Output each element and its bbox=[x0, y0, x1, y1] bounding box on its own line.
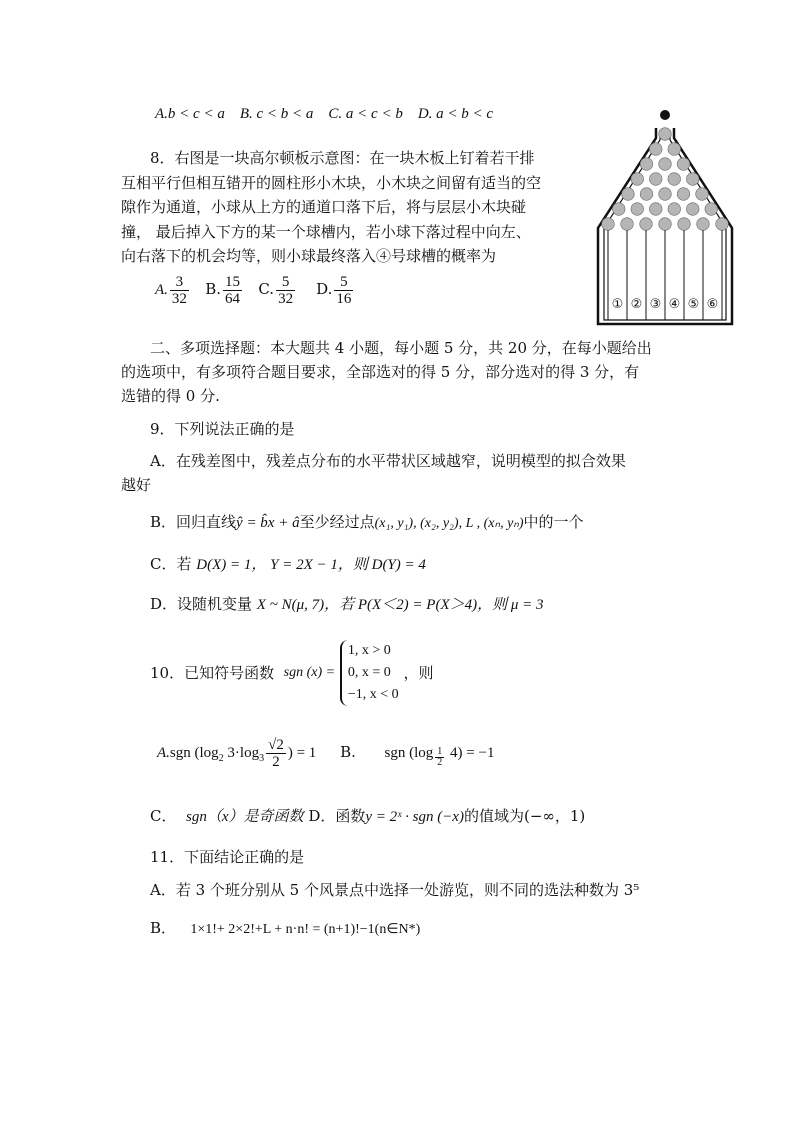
q9-option-b: B．回归直线ŷ = b̂x + â至少经过点(x₁, y₁), (x₂, y₂), L , (xₙ, yₙ)中的一个 bbox=[150, 513, 584, 531]
peg bbox=[649, 173, 662, 186]
data-points: (x₁, y₁), (x₂, y₂), L , (xₙ, yₙ) bbox=[374, 516, 524, 531]
slot-label: ④ bbox=[668, 297, 681, 312]
peg bbox=[696, 188, 709, 201]
q11-stem: 11．下面结论正确的是 bbox=[150, 848, 305, 866]
peg bbox=[659, 158, 672, 171]
case-positive: 1, x > 0 bbox=[347, 643, 391, 658]
q8-line-5: 向右落下的机会均等，则小球最终落入④号球槽的概率为 bbox=[121, 247, 497, 265]
peg bbox=[668, 173, 681, 186]
peg bbox=[631, 203, 644, 216]
q8-option-d-fraction: $\frac{5}{16}$ bbox=[336, 273, 352, 307]
q10-option-c-text: sgn（x）是奇函数 bbox=[186, 809, 304, 825]
q8-option-a-label: A. bbox=[155, 282, 168, 298]
peg bbox=[686, 203, 699, 216]
peg bbox=[621, 218, 634, 231]
q11-option-b: B． 1×1!+ 2×2!+L + n·n! = (n+1)!−1(n∈N*) bbox=[150, 919, 421, 937]
peg bbox=[622, 188, 635, 201]
q7-option-c: C. a < c < b bbox=[328, 106, 403, 122]
q7-options bbox=[155, 104, 493, 124]
section2-line-2: 的选项中，有多项符合题目要求，全部选对的得 5 分，部分选对的得 3 分，有 bbox=[121, 363, 640, 381]
q10-options-cd: C． sgn（x）是奇函数 D．函数y = 2ˣ · sgn (−x)的值域为(−∞，1) bbox=[150, 807, 586, 825]
slot-dividers bbox=[608, 230, 722, 320]
peg bbox=[640, 158, 653, 171]
q8-line-1: 8．右图是一块高尔顿板示意图：在一块木板上钉着若干排 bbox=[150, 149, 535, 167]
peg bbox=[649, 203, 662, 216]
peg bbox=[602, 218, 615, 231]
q8-options bbox=[155, 272, 355, 307]
regression-equation: ŷ = b̂x + â bbox=[236, 515, 300, 531]
q9-option-a-line-1: A．在残差图中，残差点分布的水平带状区域越窄，说明模型的拟合效果 bbox=[150, 452, 626, 470]
q7-option-b: B. c < b < a bbox=[239, 106, 314, 122]
section2-line-1: 二、多项选择题：本大题共 4 小题，每小题 5 分，共 20 分，在每小题给出 bbox=[150, 339, 652, 357]
q8-option-d-label: D. bbox=[316, 280, 333, 298]
q10-option-d-expr: y = 2ˣ · sgn (−x) bbox=[365, 809, 464, 825]
q8-line-3: 隙作为通道，小球从上方的通道口落下后，将与层层小木块碰 bbox=[121, 198, 527, 216]
case-negative: −1, x < 0 bbox=[347, 687, 399, 702]
slot-label: ⑤ bbox=[687, 297, 700, 312]
q8-option-c-label: C. bbox=[258, 280, 275, 298]
peg bbox=[678, 218, 691, 231]
q9-option-a-line-2: 越好 bbox=[121, 476, 152, 494]
sgn-function: sgn (x) = bbox=[283, 665, 336, 680]
peg bbox=[649, 143, 662, 156]
piecewise-cases bbox=[340, 640, 399, 706]
peg bbox=[631, 173, 644, 186]
peg bbox=[677, 158, 690, 171]
q9-stem: 9．下列说法正确的是 bbox=[150, 420, 295, 438]
peg bbox=[697, 218, 710, 231]
q7-option-d: D. a < b < c bbox=[417, 106, 494, 122]
peg bbox=[640, 218, 653, 231]
q8-option-b-label: B. bbox=[205, 280, 222, 298]
peg bbox=[668, 143, 681, 156]
case-zero: 0, x = 0 bbox=[347, 665, 391, 680]
slot-label: ⑥ bbox=[706, 297, 719, 312]
q11-option-a: A．若 3 个班分别从 5 个风景点中选择一处游览，则不同的选法种数为 3⁵ bbox=[150, 881, 640, 899]
pegs-group bbox=[602, 128, 729, 231]
q9-option-d: D．设随机变量 X ~ N(μ, 7)，若 P(X＜2) = P(X＞4)，则 μ = 3 bbox=[150, 595, 544, 613]
peg bbox=[677, 188, 690, 201]
peg bbox=[686, 173, 699, 186]
peg bbox=[659, 188, 672, 201]
q8-line-2: 互相平行但相互错开的圆柱形小木块，小木块之间留有适当的空 bbox=[121, 174, 542, 192]
slot-label: ① bbox=[611, 297, 624, 312]
q8-line-4: 撞， 最后掉入下方的某一个球槽内，若小球下落过程中向左、 bbox=[121, 223, 531, 241]
section2-line-3: 选错的得 0 分. bbox=[121, 387, 220, 405]
slot-label: ② bbox=[630, 297, 643, 312]
q10-stem: 10．已知符号函数 sgn (x) = 1, x > 0 0, x = 0 −1, x < 0 ，则 bbox=[150, 640, 433, 706]
peg bbox=[612, 203, 625, 216]
peg bbox=[659, 128, 672, 141]
q8-option-c-fraction: $\frac{5}{32}$ bbox=[278, 273, 294, 307]
peg bbox=[716, 218, 729, 231]
q10-options-ab: A.sgn ($\log_2$ $3\cdot\log_3$ $\frac{√2}{2}$ ) = 1 B. sgn (log $\frac{1}{2}$ 4) = −1 bbox=[157, 737, 495, 771]
q8-option-b-fraction: $\frac{15}{64}$ bbox=[225, 273, 241, 307]
galton-board-figure bbox=[594, 108, 736, 326]
slot-label: ③ bbox=[649, 297, 662, 312]
q10-option-b-expr: sgn (log $\frac{1}{2}$ 4) = −1 bbox=[384, 745, 495, 768]
peg bbox=[640, 188, 653, 201]
q7-option-a: A.b < c < a bbox=[155, 106, 225, 122]
peg bbox=[705, 203, 718, 216]
falling-ball bbox=[660, 110, 670, 120]
q8-option-a-fraction: $\frac{3}{32}$ bbox=[171, 273, 187, 307]
q10-option-a-expr: sgn ($\log_2$ $3\cdot\log_3$ $\frac{√2}{2}$ ) = 1 bbox=[169, 737, 317, 771]
q9-option-c: C．若 D(X) = 1， Y = 2X − 1，则 D(Y) = 4 bbox=[150, 555, 426, 573]
peg bbox=[668, 203, 681, 216]
peg bbox=[659, 218, 672, 231]
